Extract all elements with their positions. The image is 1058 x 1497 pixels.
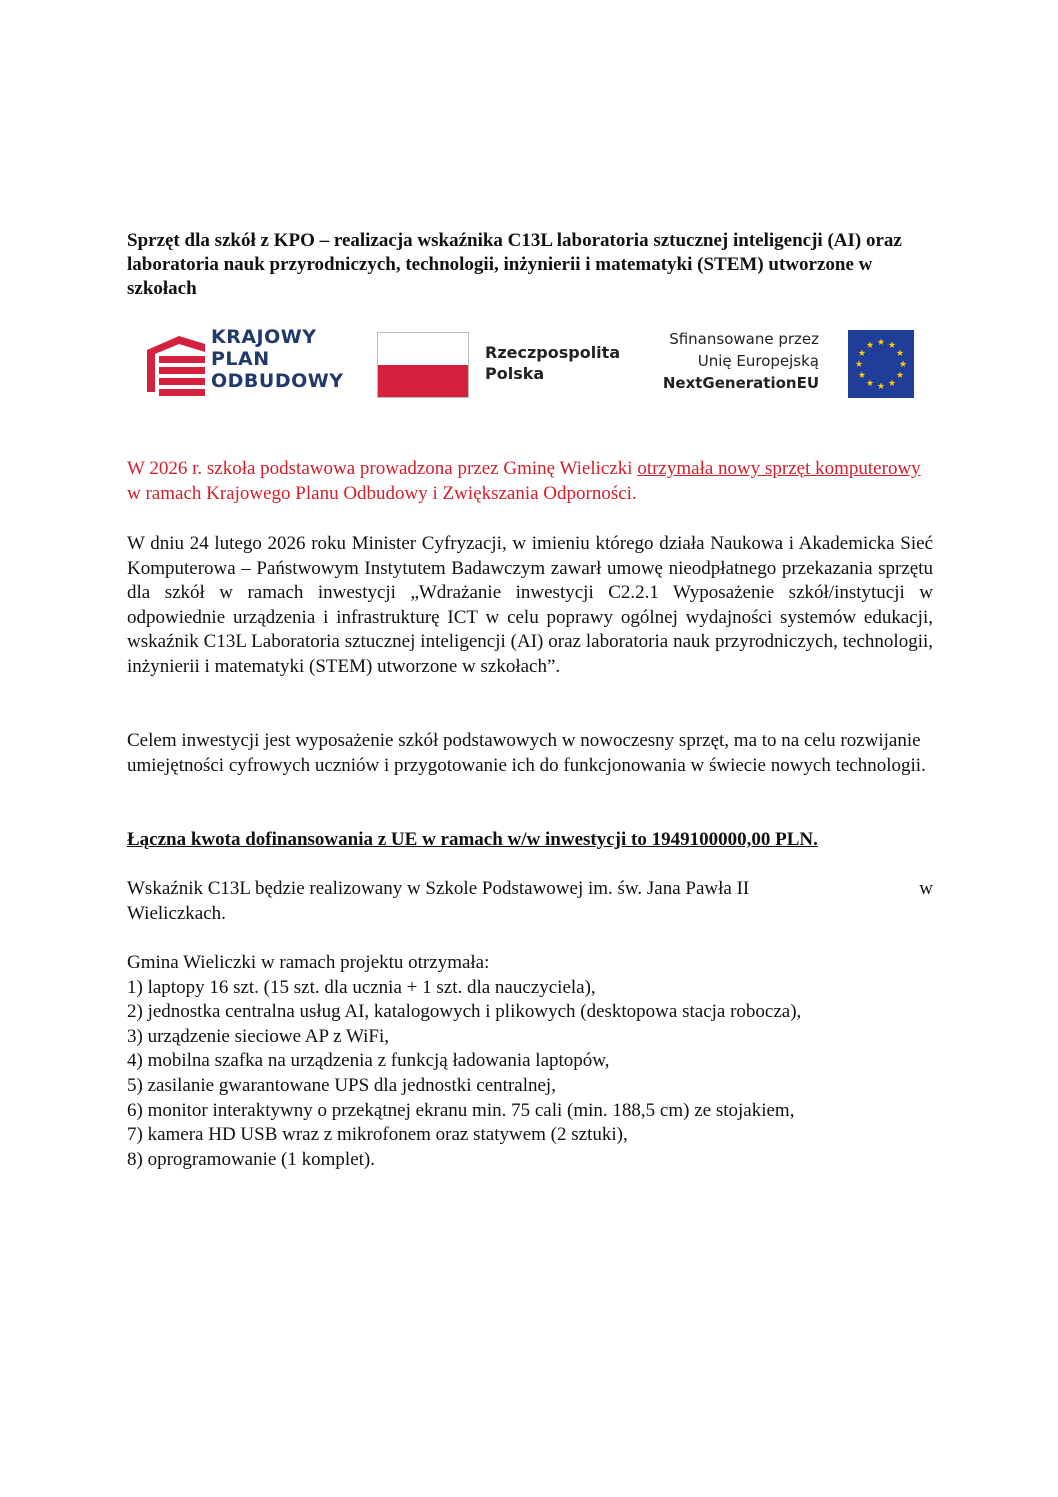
list-item: 6) monitor interaktywny o przekątnej ekranu min. 75 cali (min. 188,5 cm) ze stojakiem, xyxy=(127,1099,795,1121)
list-item: 4) mobilna szafka na urządzenia z funkcją ładowania laptopów, xyxy=(127,1050,610,1072)
agreement-paragraph: W dniu 24 lutego 2026 roku Minister Cyfryzacji, w imieniu którego działa Naukowa i Akademicka Sieć Komputerowa – Państwowym Instytutem Badawczym zawarł umowę nieodpłatnego przekazania sprzętu dla szkół w ramach inwestycji „Wdrażanie inwestycji C2.2.1 Wyposażenie szkół/instytucji w odpowiednie urządzenia i infrastrukturę ICT w celu poprawy ogólnej wydajności systemów edukacji, wskaźnik C13L Laboratoria sztucznej inteligencji (AI) oraz laboratoria nauk przyrodniczych, technologii, inżynierii i matematyki (STEM) utworzone w szkołach”. xyxy=(127,533,933,677)
list-item: 7) kamera HD USB wraz z mikrofonem oraz statywem (2 sztuki), xyxy=(127,1124,628,1146)
eu-line3: NextGenerationEU xyxy=(662,374,819,392)
eu-logo-text xyxy=(649,328,819,394)
eu-line1: Sfinansowane przez xyxy=(669,330,819,348)
kpo-line1: KRAJOWY xyxy=(211,326,317,348)
goal-paragraph: Celem inwestycji jest wyposażenie szkół podstawowych w nowoczesny sprzęt, ma to na celu rozwijanie umiejętności cyfrowych uczniów i przygotowanie ich do funkcjonowania w świecie nowych technologii. xyxy=(127,730,926,776)
list-item: 8) oprogramowanie (1 komplet). xyxy=(127,1148,375,1170)
list-item: 1) laptopy 16 szt. (15 szt. dla ucznia + 1 szt. dla nauczyciela), xyxy=(127,976,596,998)
intro-paragraph: W 2026 r. szkoła podstawowa prowadzona przez Gminę Wieliczki otrzymała nowy sprzęt komputerowy w ramach Krajowego Planu Odbudowy i Zwiększania Odporności. xyxy=(127,458,921,504)
list-intro: Gmina Wieliczki w ramach projektu otrzymała: xyxy=(127,952,490,973)
equipment-list xyxy=(127,951,933,1172)
rp-line1: Rzeczpospolita xyxy=(485,343,621,362)
eu-flag xyxy=(848,330,914,398)
poland-flag xyxy=(377,332,469,398)
indicator-line2: Wieliczkach. xyxy=(127,902,226,924)
equipment-link[interactable]: otrzymała nowy sprzęt komputerowy xyxy=(637,458,921,479)
list-item: 3) urządzenie sieciowe AP z WiFi, xyxy=(127,1025,389,1047)
rp-line2: Polska xyxy=(485,364,545,383)
list-item: 2) jednostka centralna usług AI, katalogowych i plikowych (desktopowa stacja robocza), xyxy=(127,1001,802,1023)
indicator-w: w xyxy=(919,878,933,899)
kpo-line3: ODBUDOWY xyxy=(211,370,344,392)
rp-logo-text xyxy=(485,342,620,384)
kpo-logo-text xyxy=(211,326,343,392)
eu-line2: Unię Europejską xyxy=(697,352,819,370)
document-title: Sprzęt dla szkół z KPO – realizacja wskaźnika C13L laboratoria sztucznej inteligencji (AI) oraz laboratoria nauk przyrodniczych, technologii, inżynierii i matematyki (STEM) utworzone w szkołach xyxy=(127,230,902,299)
kpo-line2: PLAN xyxy=(211,348,270,370)
funding-amount: Łączna kwota dofinansowania z UE w ramach w/w inwestycji to 1949100000,00 PLN. xyxy=(127,829,818,850)
list-item: 5) zasilanie gwarantowane UPS dla jednostki centralnej, xyxy=(127,1074,556,1096)
logo-strip xyxy=(127,328,933,400)
indicator-paragraph xyxy=(127,877,933,926)
indicator-line1: Wskaźnik C13L będzie realizowany w Szkole Podstawowej im. św. Jana Pawła II xyxy=(127,878,750,899)
